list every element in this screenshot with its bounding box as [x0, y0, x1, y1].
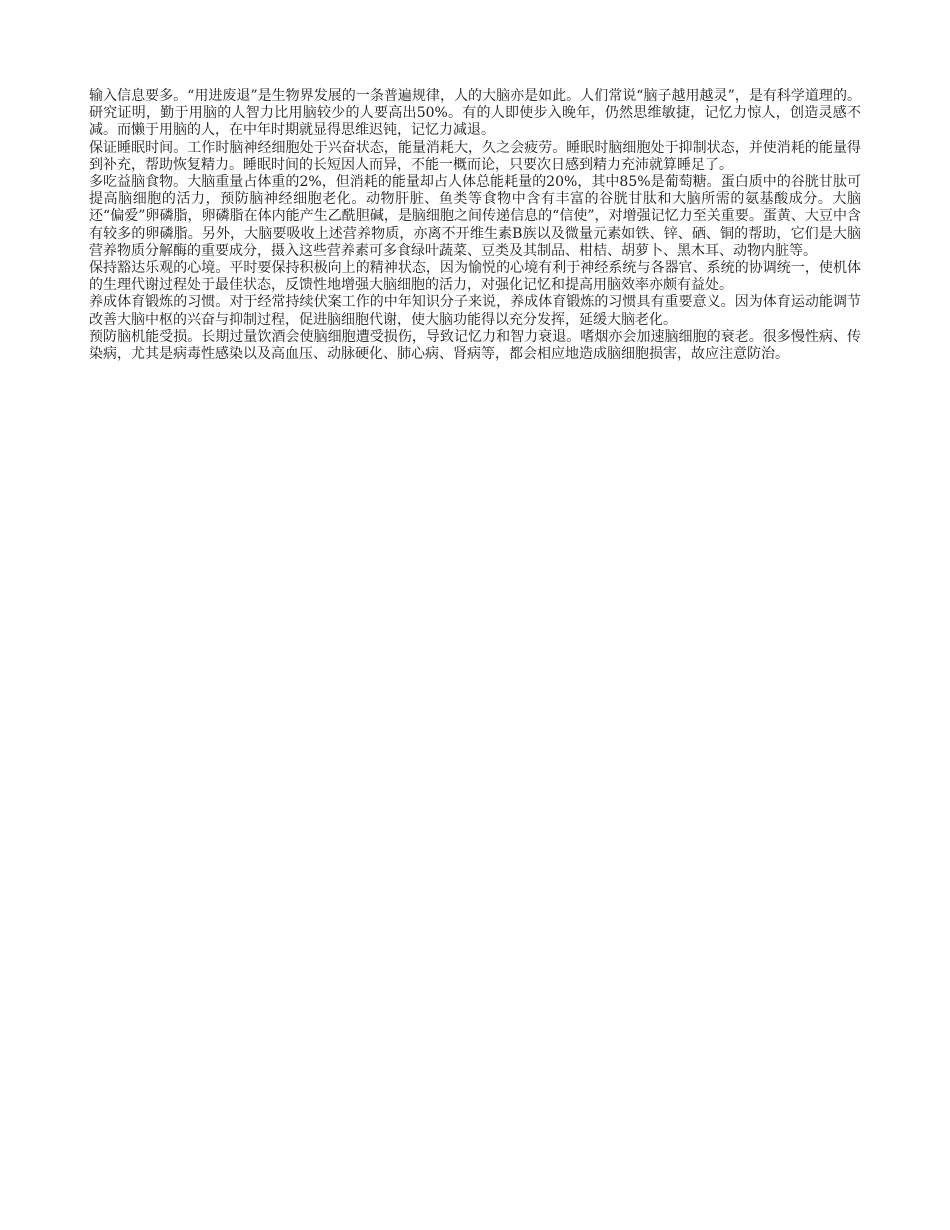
- paragraph-prevent-damage: 预防脑机能受损。长期过量饮酒会使脑细胞遭受损伤，导致记忆力和智力衰退。嗜烟亦会加速脑细胞的衰老。很多慢性病、传染病，尤其是病毒性感染以及高血压、动脉硬化、肺心病、肾病等，都会相应地造成脑细胞损害，故应注意防治。: [89, 328, 861, 363]
- paragraph-sleep: 保证睡眠时间。工作时脑神经细胞处于兴奋状态，能量消耗大，久之会疲劳。睡眠时脑细胞处于抑制状态，并使消耗的能量得到补充，帮助恢复精力。睡眠时间的长短因人而异，不能一概而论，只要次日感到精力充沛就算睡足了。: [89, 139, 861, 173]
- paragraph-exercise: 养成体育锻炼的习惯。对于经常持续伏案工作的中年知识分子来说，养成体育锻炼的习惯具有重要意义。因为体育运动能调节改善大脑中枢的兴奋与抑制过程，促进脑细胞代谢，使大脑功能得以充分发挥，延缓大脑老化。: [89, 294, 861, 328]
- paragraph-brain-food: 多吃益脑食物。大脑重量占体重的2%，但消耗的能量却占人体总能耗量的20%，其中85%是葡萄糖。蛋白质中的谷胱甘肽可提高脑细胞的活力，预防脑神经细胞老化。动物肝脏、鱼类等食物中含有丰富的谷胱甘肽和大脑所需的氨基酸成分。大脑还“偏爱”卵磷脂，卵磷脂在体内能产生乙酰胆碱，是脑细胞之间传递信息的“信使”，对增强记忆力至关重要。蛋黄、大豆中含有较多的卵磷脂。另外，大脑要吸收上述营养物质，亦离不开维生素B族以及微量元素如铁、锌、硒、铜的帮助，它们是大脑营养物质分解酶的重要成分，摄入这些营养素可多食绿叶蔬菜、豆类及其制品、柑桔、胡萝卜、黑木耳、动物内脏等。: [89, 174, 861, 259]
- document-body: [89, 88, 861, 363]
- paragraph-input-info: 输入信息要多。“用进废退”是生物界发展的一条普遍规律，人的大脑亦是如此。人们常说“脑子越用越灵”，是有科学道理的。研究证明，勤于用脑的人智力比用脑较少的人要高出50%。有的人即使步入晚年，仍然思维敏捷，记忆力惊人，创造灵感不减。而懒于用脑的人，在中年时期就显得思维迟钝，记忆力减退。: [89, 88, 861, 139]
- paragraph-mood: 保持豁达乐观的心境。平时要保持积极向上的精神状态，因为愉悦的心境有利于神经系统与各器官、系统的协调统一，使机体的生理代谢过程处于最佳状态，反馈性地增强大脑细胞的活力，对强化记忆和提高用脑效率亦颇有益处。: [89, 260, 861, 294]
